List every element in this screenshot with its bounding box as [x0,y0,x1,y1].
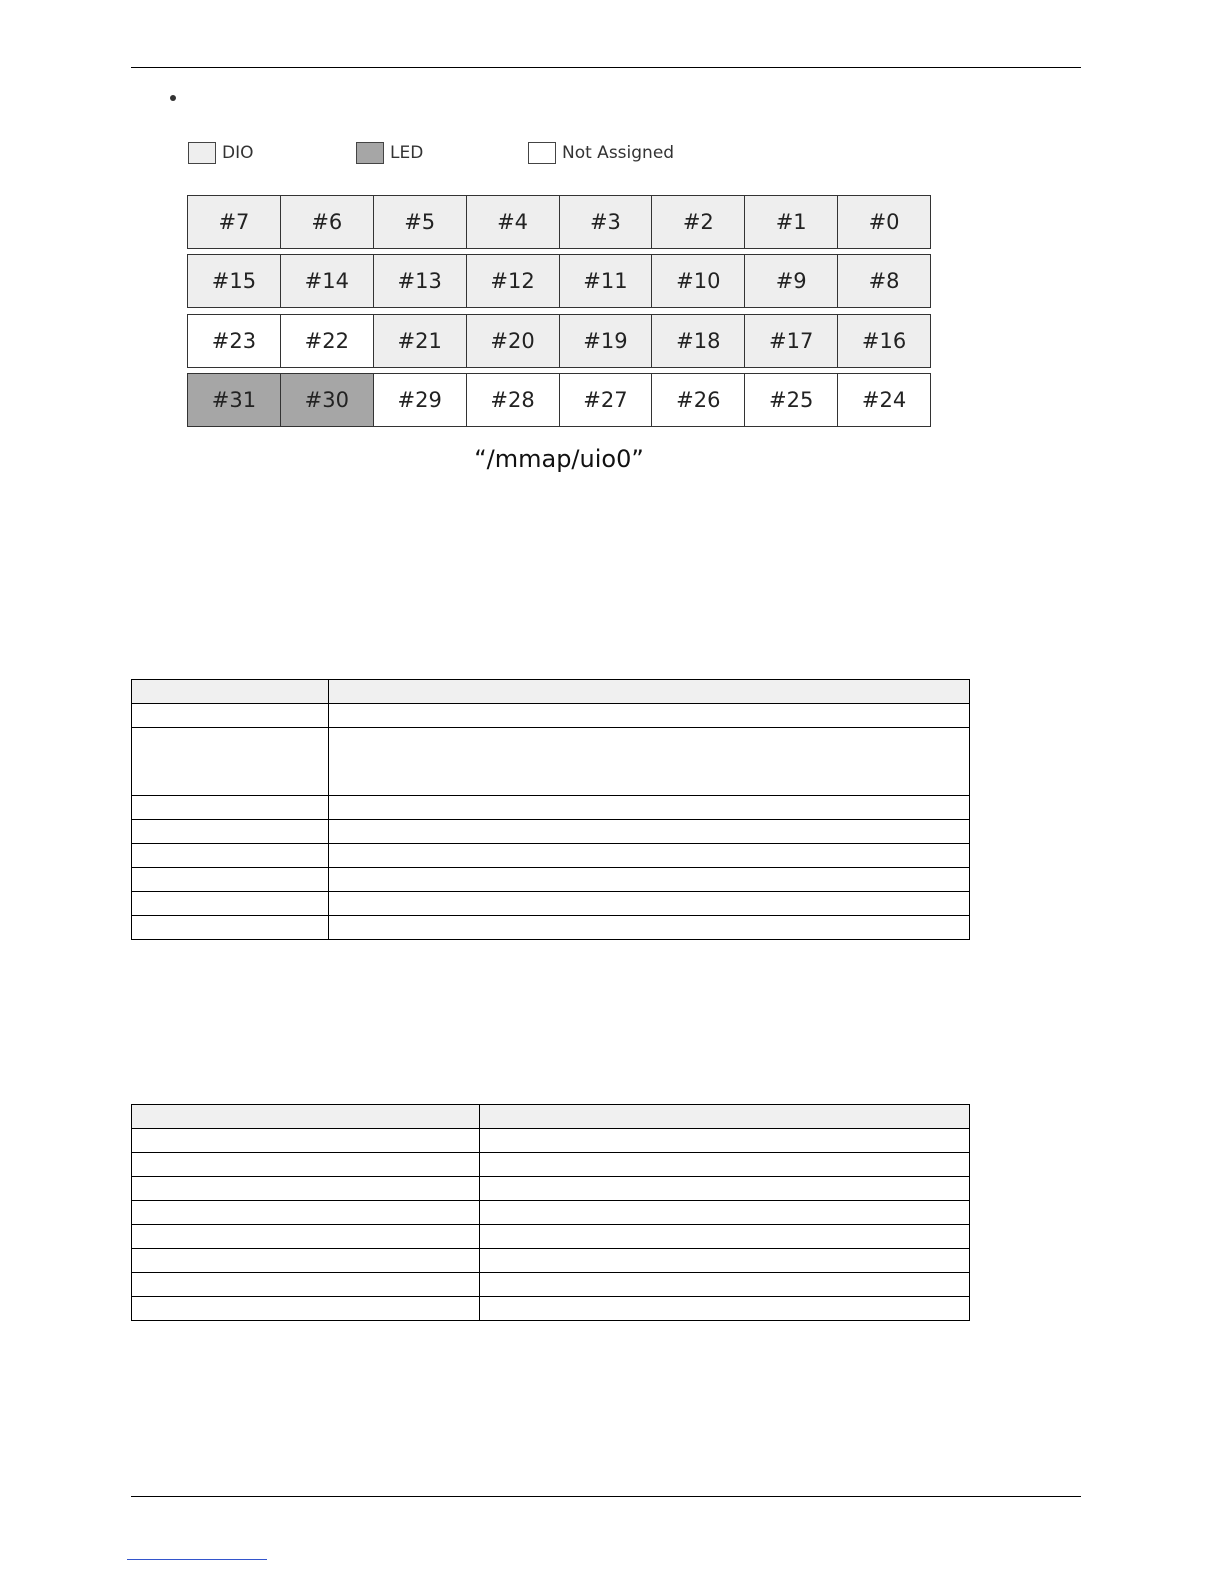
table-cell [132,1105,480,1129]
table-cell [329,704,970,728]
footer-link-underline[interactable] [127,1559,267,1560]
table-row [132,1249,970,1273]
table-cell [132,1153,480,1177]
table-cell [132,868,329,892]
table-header-row [132,680,970,704]
table-cell [132,916,329,940]
bit-cell: #15 [188,255,281,307]
table-cell [132,728,329,796]
table-row [132,1177,970,1201]
table-cell [132,1297,480,1321]
table-row [132,1129,970,1153]
table-cell [132,680,329,704]
table-row [132,868,970,892]
bit-cell: #16 [838,315,930,367]
bit-cell: #27 [560,374,653,426]
bit-cell: #23 [188,315,281,367]
bullet-point [170,95,176,101]
bit-cell: #22 [281,315,374,367]
legend-item-not-assigned [528,141,674,165]
table-cell [132,844,329,868]
legend-swatch [356,142,384,164]
table-cell [132,796,329,820]
table-row [132,1225,970,1249]
bit-cell: #8 [838,255,930,307]
bit-cell: #5 [374,196,467,248]
table-header-row [132,1105,970,1129]
table-cell [329,844,970,868]
bit-row [187,254,931,308]
bit-map-caption: “/mmap/uio0” [474,445,644,473]
table-2 [131,1104,970,1321]
table-cell [132,892,329,916]
table-row [132,916,970,940]
table-cell [132,704,329,728]
bit-cell: #19 [560,315,653,367]
bit-cell: #21 [374,315,467,367]
table-cell [329,728,970,796]
table-cell [329,796,970,820]
header-rule [131,67,1081,68]
table-row [132,704,970,728]
table-row [132,1201,970,1225]
table-cell [132,1273,480,1297]
table-cell [480,1201,970,1225]
legend-swatch [188,142,216,164]
table-row [132,1273,970,1297]
table-row [132,1297,970,1321]
bit-cell: #26 [652,374,745,426]
table-cell [480,1225,970,1249]
bit-row [187,373,931,427]
table-cell [132,1129,480,1153]
bit-cell: #12 [467,255,560,307]
legend-item-dio [188,141,254,165]
table-row [132,892,970,916]
bit-cell: #31 [188,374,281,426]
table-cell [480,1273,970,1297]
table-row [132,1153,970,1177]
table-cell [480,1177,970,1201]
table-cell [329,916,970,940]
table-cell [480,1297,970,1321]
bit-cell: #24 [838,374,930,426]
bit-row [187,195,931,249]
legend-swatch [528,142,556,164]
bit-cell: #25 [745,374,838,426]
legend-label: DIO [222,143,254,163]
bit-cell: #14 [281,255,374,307]
bit-cell: #11 [560,255,653,307]
table-cell [132,1249,480,1273]
bit-cell: #0 [838,196,930,248]
table-cell [329,820,970,844]
table-cell [480,1249,970,1273]
table-cell [480,1153,970,1177]
bit-cell: #7 [188,196,281,248]
table-cell [480,1129,970,1153]
bit-cell: #2 [652,196,745,248]
table-1 [131,679,970,940]
table-cell [329,680,970,704]
table-cell [132,1225,480,1249]
bit-cell: #10 [652,255,745,307]
bit-cell: #6 [281,196,374,248]
table-row [132,728,970,796]
table-cell [132,1201,480,1225]
table-row [132,796,970,820]
table-cell [480,1105,970,1129]
footer-rule [131,1496,1081,1497]
table-cell [132,820,329,844]
table-cell [132,1177,480,1201]
bit-cell: #1 [745,196,838,248]
bit-row [187,314,931,368]
table-row [132,820,970,844]
legend-label: Not Assigned [562,143,675,163]
bit-cell: #18 [652,315,745,367]
bit-cell: #20 [467,315,560,367]
table-cell [329,868,970,892]
table-row [132,844,970,868]
bit-cell: #29 [374,374,467,426]
bit-cell: #28 [467,374,560,426]
legend-item-led [356,141,423,165]
bit-cell: #3 [560,196,653,248]
bit-cell: #30 [281,374,374,426]
bit-cell: #17 [745,315,838,367]
table-cell [329,892,970,916]
legend-label: LED [390,143,424,163]
bit-cell: #13 [374,255,467,307]
bit-cell: #9 [745,255,838,307]
bit-cell: #4 [467,196,560,248]
